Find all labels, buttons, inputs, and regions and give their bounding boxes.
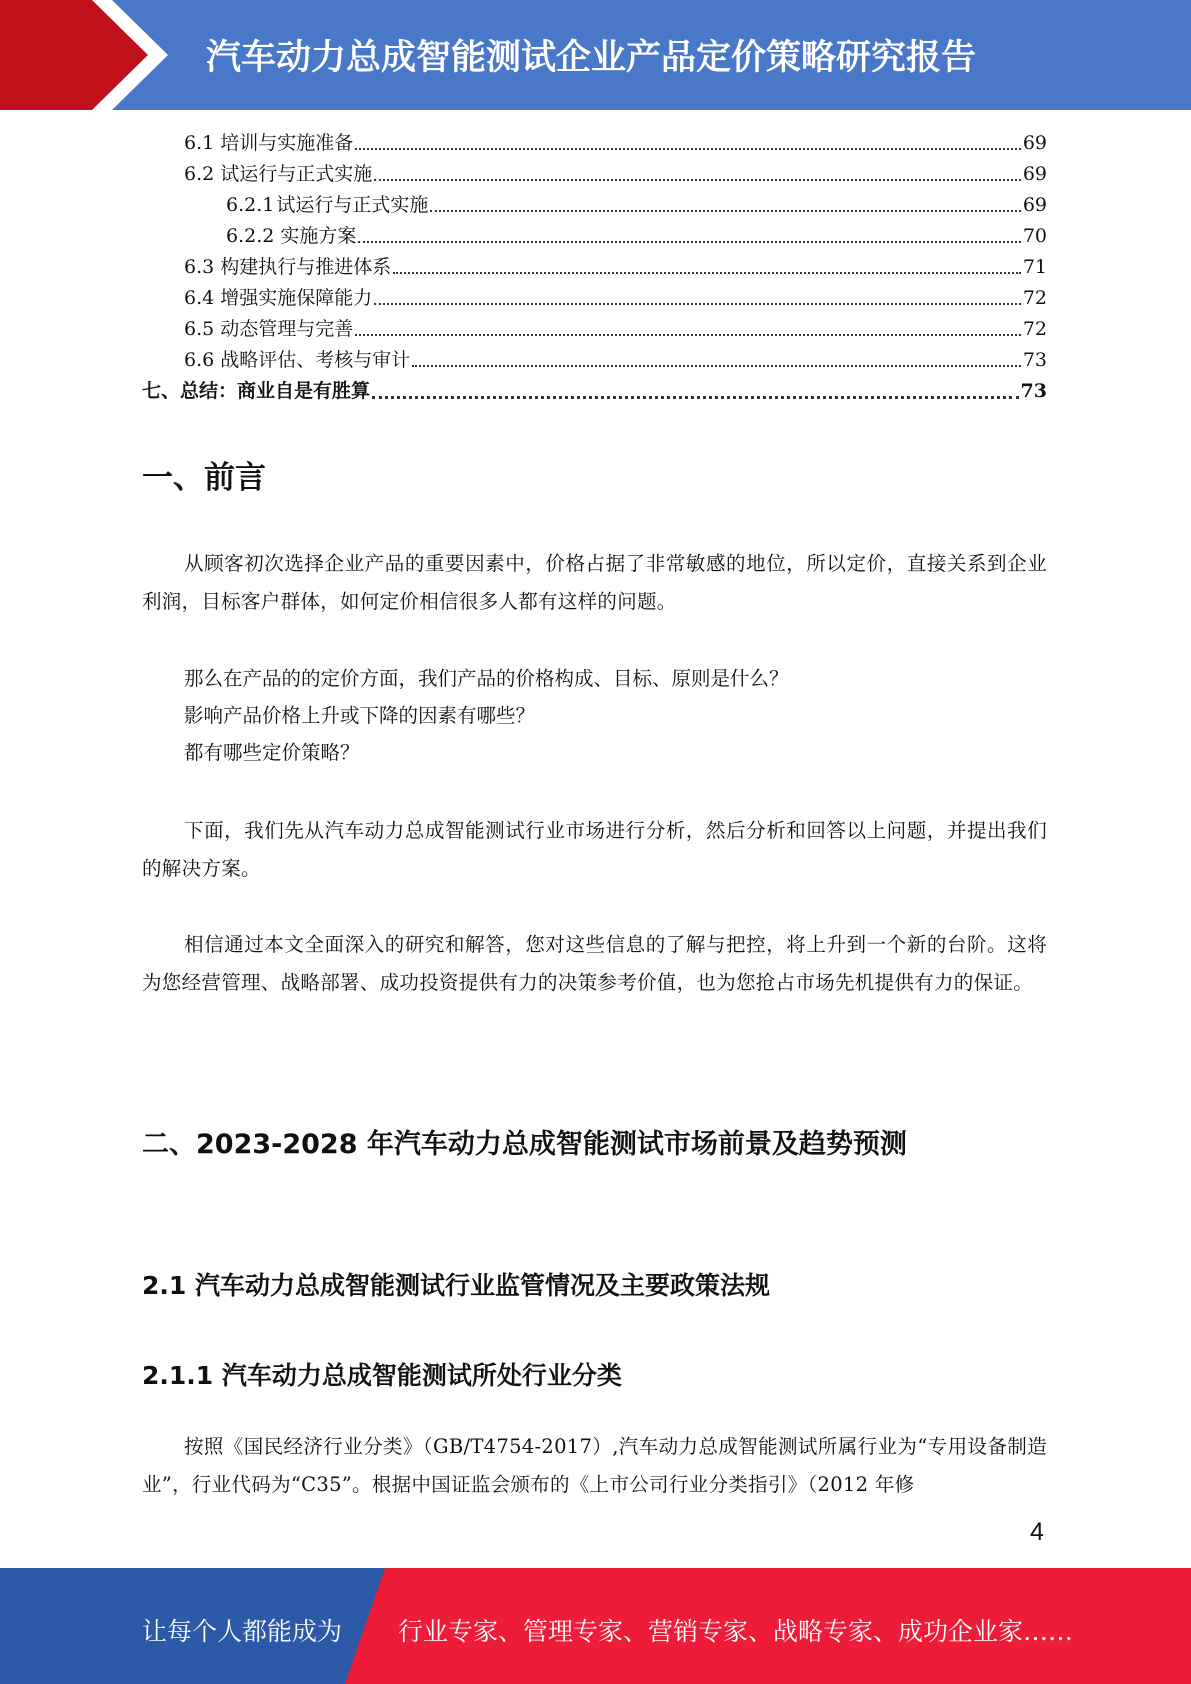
toc-entry-title: 试运行与正式实施 — [220, 163, 373, 185]
toc-entry-page: 69 — [1022, 194, 1047, 216]
toc-entry[interactable] — [184, 286, 1047, 310]
page-number: 4 — [1030, 1518, 1044, 1546]
toc-entry-title: 培训与实施准备 — [220, 132, 354, 154]
toc-leader-dots — [372, 379, 1019, 399]
toc-entry-number: 6.2.2 — [226, 225, 275, 247]
toc-entry-page: 70 — [1022, 225, 1047, 247]
toc-entry-title: 构建执行与推进体系 — [220, 256, 392, 278]
toc-entry-number: 6.3 — [184, 256, 215, 278]
toc-entry-page: 73 — [1022, 349, 1047, 371]
toc-entry-chapter[interactable] — [142, 379, 1047, 403]
toc-entry-number: 6.2 — [184, 163, 215, 185]
section-heading-market-outlook: 二、2023-2028 年汽车动力总成智能测试市场前景及趋势预测 — [142, 1129, 907, 1160]
toc-entry-page: 69 — [1022, 163, 1047, 185]
footer-banner — [0, 1568, 1191, 1684]
toc-entry-number: 6.6 — [184, 349, 215, 371]
toc-leader-dots — [358, 224, 1020, 243]
toc-entry[interactable] — [184, 131, 1047, 155]
footer-slogan-left: 让每个人都能成为 — [142, 1617, 343, 1646]
toc-entry-page: 72 — [1022, 318, 1047, 340]
toc-entry-title: 增强实施保障能力 — [220, 287, 373, 309]
toc-leader-dots — [374, 286, 1021, 305]
toc-entry[interactable] — [184, 348, 1047, 372]
header-banner — [0, 0, 1191, 110]
paragraph: 从顾客初次选择企业产品的重要因素中，价格占据了非常敏感的地位，所以定价，直接关系到企业利润，目标客户群体，如何定价相信很多人都有这样的问题。 — [142, 552, 1047, 613]
toc-entry-page: 72 — [1022, 287, 1047, 309]
toc-entry-number: 6.1 — [184, 132, 215, 154]
toc-entry[interactable] — [226, 193, 1047, 217]
subsection-heading: 2.1.1 汽车动力总成智能测试所处行业分类 — [142, 1361, 622, 1390]
toc-entry-title: 动态管理与完善 — [220, 318, 354, 340]
section-heading-preface: 一、前言 — [142, 460, 266, 496]
toc-entry-title: 战略评估、考核与审计 — [220, 349, 411, 371]
paragraph: 按照《国民经济行业分类》（GB/T4754-2017）,汽车动力总成智能测试所属行业为“专用设备制造业”，行业代码为“C35”。根据中国证监会颁布的《上市公司行业分类指引》（2012 年修 — [142, 1435, 1047, 1496]
paragraph: 相信通过本文全面深入的研究和解答，您对这些信息的了解与把控，将上升到一个新的台阶。这将为您经营管理、战略部署、成功投资提供有力的决策参考价值，也为您抢占市场先机提供有力的保证。 — [142, 933, 1047, 994]
report-title: 汽车动力总成智能测试企业产品定价策略研究报告 — [206, 38, 977, 78]
subsection-heading: 2.1 汽车动力总成智能测试行业监管情况及主要政策法规 — [142, 1271, 770, 1300]
toc-entry-number: 6.4 — [184, 287, 215, 309]
footer-slogan-right: 行业专家、管理专家、营销专家、战略专家、成功企业家…… — [398, 1617, 1074, 1646]
toc-entry-title: 七、总结：商业自是有胜算 — [142, 380, 371, 402]
header-chevron-decoration — [0, 0, 170, 110]
toc-leader-dots — [412, 348, 1021, 367]
toc-leader-dots — [393, 255, 1021, 274]
toc-leader-dots — [355, 317, 1021, 336]
toc-entry-number: 6.5 — [184, 318, 215, 340]
toc-entry-page: 69 — [1022, 132, 1047, 154]
toc-entry-number: 6.2.1 — [226, 194, 275, 216]
question-line: 都有哪些定价策略？ — [184, 741, 360, 764]
toc-entry-page: 73 — [1020, 380, 1047, 402]
toc-entry[interactable] — [226, 224, 1047, 248]
toc-entry-page: 71 — [1022, 256, 1047, 278]
toc-entry[interactable] — [184, 317, 1047, 341]
toc-entry-title: 实施方案 — [280, 225, 357, 247]
paragraph: 下面，我们先从汽车动力总成智能测试行业市场进行分析，然后分析和回答以上问题，并提出我们的解决方案。 — [142, 819, 1047, 880]
toc-leader-dots — [374, 162, 1021, 181]
question-line: 那么在产品的的定价方面，我们产品的价格构成、目标、原则是什么？ — [184, 667, 789, 690]
toc-leader-dots — [430, 193, 1020, 212]
toc-entry-title: 试运行与正式实施 — [276, 194, 429, 216]
toc-leader-dots — [355, 131, 1021, 150]
question-line: 影响产品价格上升或下降的因素有哪些？ — [184, 704, 536, 727]
toc-entry[interactable] — [184, 162, 1047, 186]
toc-entry[interactable] — [184, 255, 1047, 279]
